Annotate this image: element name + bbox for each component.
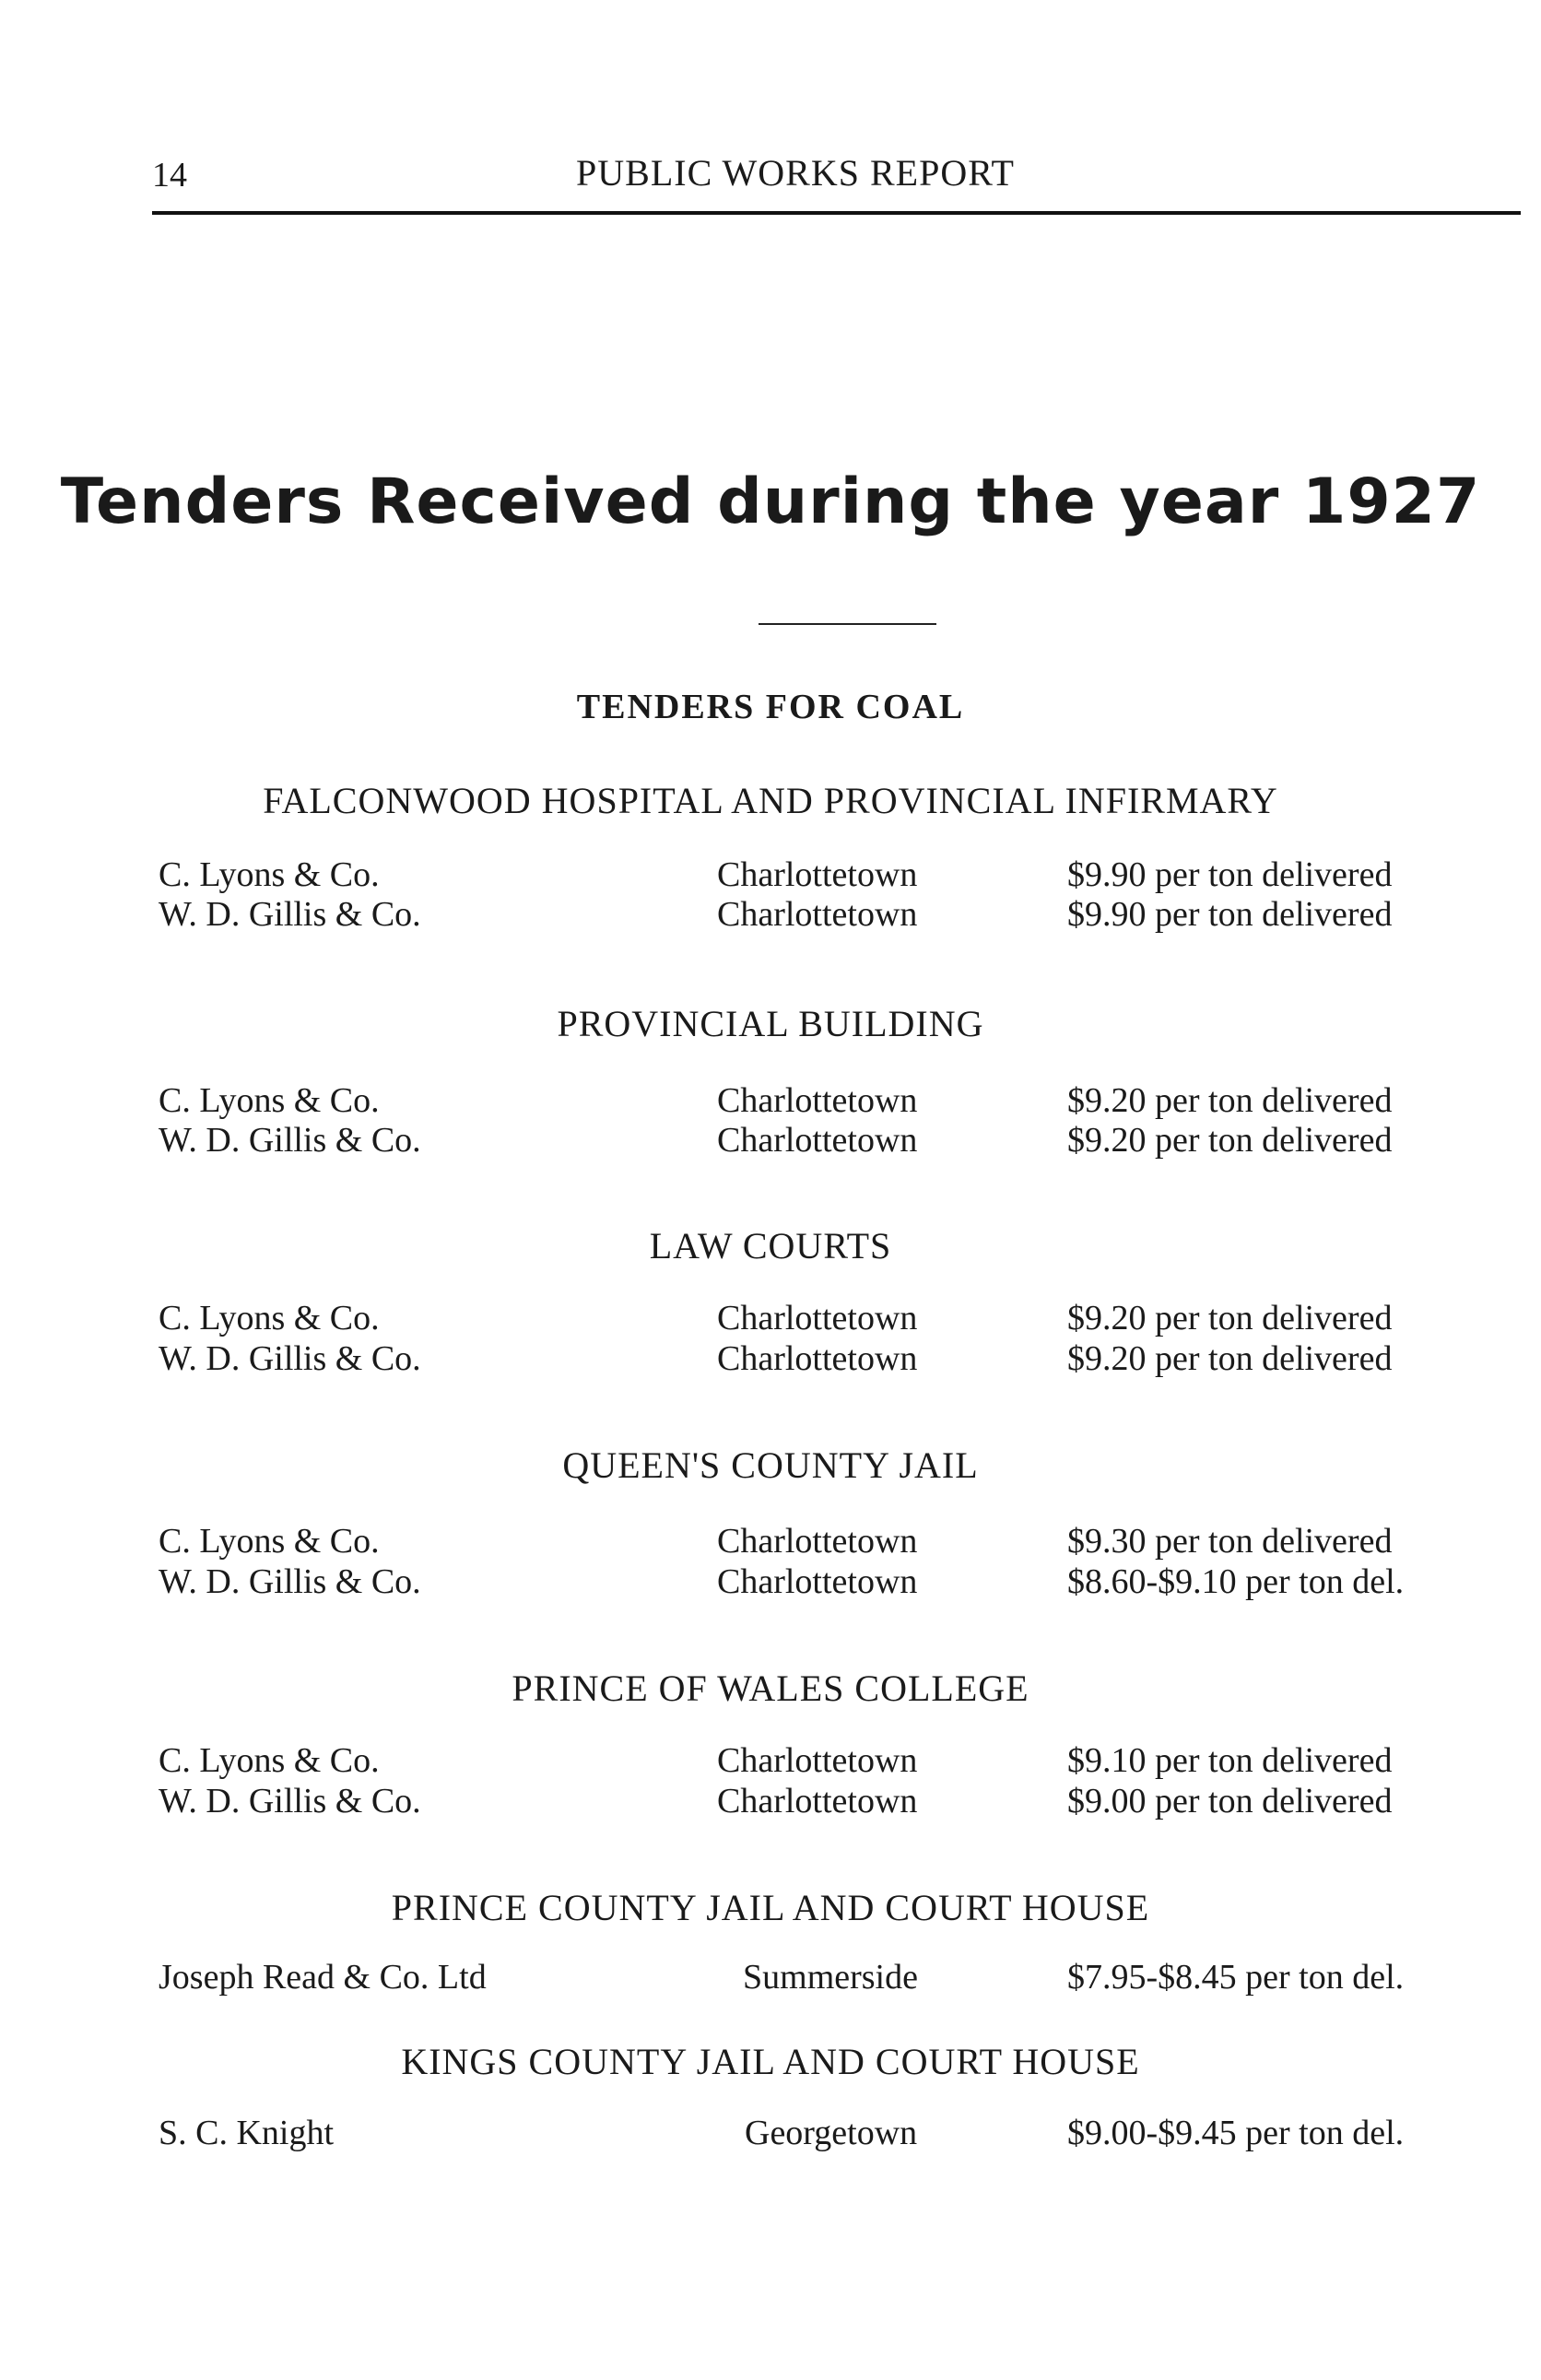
tender-price: $9.20 per ton delivered <box>1067 1299 1393 1337</box>
tenderer-place: Charlottetown <box>717 1339 918 1378</box>
tenderer-place: Georgetown <box>745 2114 918 2152</box>
tender-price: $9.00 per ton delivered <box>1067 1782 1393 1820</box>
tenderer-place: Charlottetown <box>717 1782 918 1820</box>
tender-price: $9.20 per ton delivered <box>1067 1121 1393 1160</box>
tender-price: $9.90 per ton delivered <box>1067 855 1393 894</box>
tenderer-place: Charlottetown <box>717 1121 918 1160</box>
page-title: Tenders Received during the year 1927 <box>60 465 1481 538</box>
page-number: 14 <box>152 156 187 194</box>
tenderer-name: W. D. Gillis & Co. <box>159 1782 421 1820</box>
table-row <box>0 1781 1541 1823</box>
tenderer-place: Charlottetown <box>717 1741 918 1780</box>
section-subtitle: TENDERS FOR COAL <box>576 688 965 726</box>
tender-price: $9.20 per ton delivered <box>1067 1339 1393 1378</box>
section-heading-queens-county-jail: QUEEN'S COUNTY JAIL <box>562 1444 979 1486</box>
tenderer-place: Charlottetown <box>717 895 918 934</box>
tenderer-name: C. Lyons & Co. <box>159 1081 380 1120</box>
tenderer-place: Charlottetown <box>717 1522 918 1561</box>
section-heading-prince-county-jail: PRINCE COUNTY JAIL AND COURT HOUSE <box>391 1887 1150 1928</box>
table-row <box>0 1080 1541 1123</box>
tender-price: $9.30 per ton delivered <box>1067 1522 1393 1561</box>
table-row <box>0 1521 1541 1563</box>
tenderer-place: Summerside <box>743 1958 918 1997</box>
tenderer-place: Charlottetown <box>717 1562 918 1601</box>
tenderer-name: W. D. Gillis & Co. <box>159 1121 421 1160</box>
tenderer-name: C. Lyons & Co. <box>159 1522 380 1561</box>
table-row <box>0 894 1541 937</box>
tenderer-place: Charlottetown <box>717 1299 918 1337</box>
table-row <box>0 1298 1541 1340</box>
tenderer-name: Joseph Read & Co. Ltd <box>159 1958 487 1997</box>
table-row <box>0 1561 1541 1604</box>
section-heading-prince-of-wales-college: PRINCE OF WALES COLLEGE <box>512 1667 1029 1709</box>
table-row <box>0 854 1541 897</box>
tender-price: $7.95-$8.45 per ton del. <box>1067 1958 1405 1997</box>
tenderer-name: S. C. Knight <box>159 2114 335 2152</box>
table-row <box>0 1740 1541 1783</box>
tenderer-place: Charlottetown <box>717 1081 918 1120</box>
tender-price: $9.10 per ton delivered <box>1067 1741 1393 1780</box>
section-heading-kings-county-jail: KINGS COUNTY JAIL AND COURT HOUSE <box>401 2041 1140 2082</box>
table-row <box>0 1120 1541 1162</box>
header-rule <box>152 211 1521 215</box>
tenderer-name: C. Lyons & Co. <box>159 855 380 894</box>
tenderer-place: Charlottetown <box>717 855 918 894</box>
tender-price: $9.00-$9.45 per ton del. <box>1067 2114 1405 2152</box>
table-row <box>0 1338 1541 1381</box>
tenderer-name: W. D. Gillis & Co. <box>159 1562 421 1601</box>
tenderer-name: C. Lyons & Co. <box>159 1299 380 1337</box>
tenderer-name: W. D. Gillis & Co. <box>159 1339 421 1378</box>
section-heading-law-courts: LAW COURTS <box>649 1225 892 1267</box>
tender-price: $9.20 per ton delivered <box>1067 1081 1393 1120</box>
tender-price: $9.90 per ton delivered <box>1067 895 1393 934</box>
running-head <box>0 136 1541 192</box>
title-divider <box>759 623 936 625</box>
running-title: PUBLIC WORKS REPORT <box>576 152 1015 194</box>
tender-price: $8.60-$9.10 per ton del. <box>1067 1562 1405 1601</box>
tenderer-name: W. D. Gillis & Co. <box>159 895 421 934</box>
section-heading-provincial-building: PROVINCIAL BUILDING <box>557 1003 984 1044</box>
section-heading-falconwood: FALCONWOOD HOSPITAL AND PROVINCIAL INFIRMARY <box>263 780 1278 821</box>
table-row <box>0 2113 1541 2155</box>
table-row <box>0 1957 1541 1999</box>
tenderer-name: C. Lyons & Co. <box>159 1741 380 1780</box>
